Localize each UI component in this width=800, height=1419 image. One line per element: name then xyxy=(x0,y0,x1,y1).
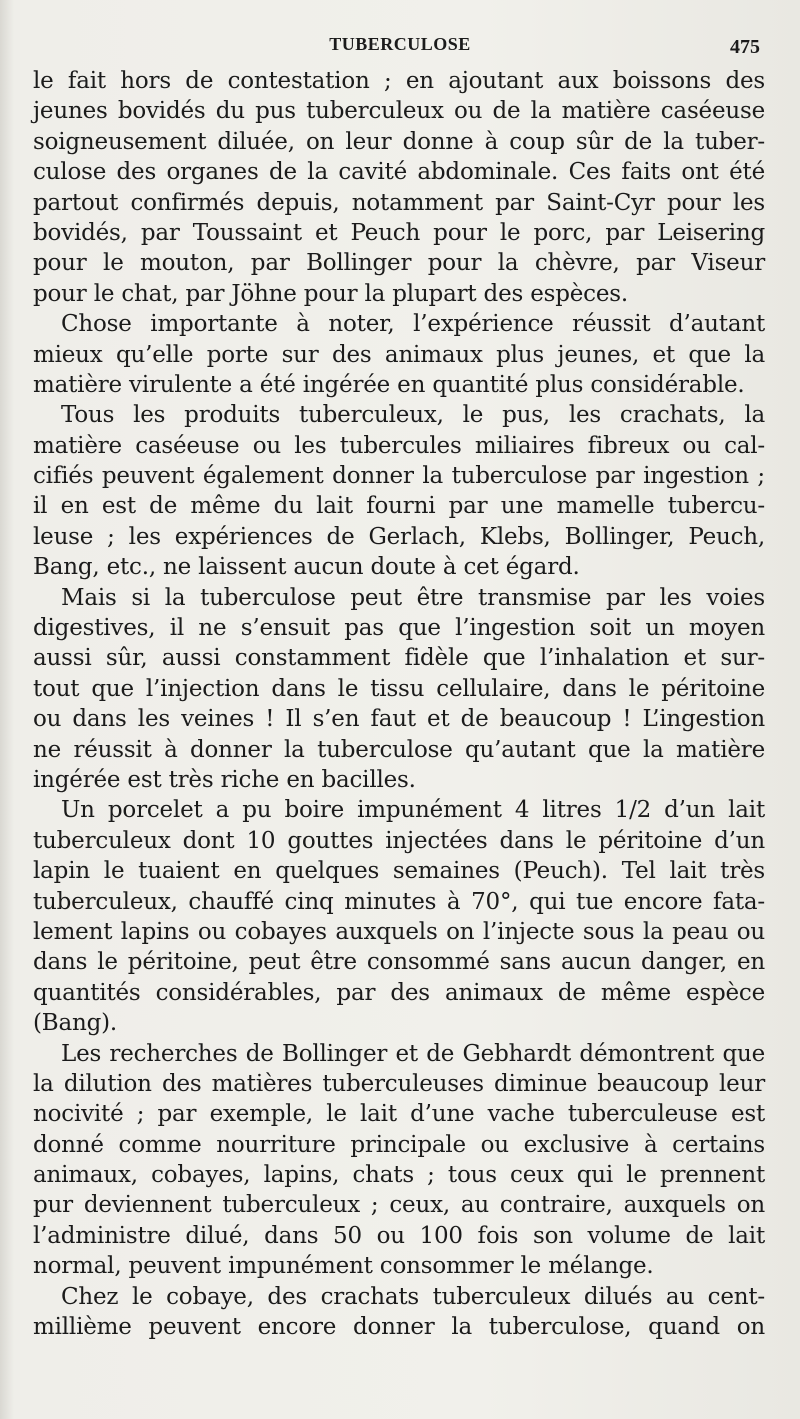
text-line: quantités considérables, par des animaux de même espèce xyxy=(33,979,765,1006)
text-line: partout confirmés depuis, notamment par Saint-Cyr pour les xyxy=(33,189,765,216)
text-line: jeunes bovidés du pus tuberculeux ou de la matière caséeuse xyxy=(33,98,765,125)
page-header xyxy=(0,34,800,64)
text-line: millième peuvent encore donner la tuberculose, quand on xyxy=(33,1314,765,1341)
text-line: normal, peuvent impunément consommer le mélange. xyxy=(33,1253,654,1280)
text-line: ingérée est très riche en bacilles. xyxy=(33,766,416,793)
text-line: Bang, etc., ne laissent aucun doute à cet égard. xyxy=(33,554,580,581)
text-line: donné comme nourriture principale ou exclusive à certains xyxy=(33,1131,765,1158)
text-line: aussi sûr, aussi constamment fidèle que l’inhalation et sur- xyxy=(33,645,765,672)
text-line: il en est de même du lait fourni par une mamelle tubercu- xyxy=(33,493,765,520)
text-line: lapin le tuaient en quelques semaines (Peuch). Tel lait très xyxy=(33,858,765,885)
text-line: dans le péritoine, peut être consommé sans aucun danger, en xyxy=(33,949,765,976)
text-line: digestives, il ne s’ensuit pas que l’ingestion soit un moyen xyxy=(33,615,765,642)
text-line: Mais si la tuberculose peut être transmise par les voies xyxy=(61,584,765,611)
paragraph xyxy=(33,583,765,796)
text-line: tout que l’injection dans le tissu cellulaire, dans le péritoine xyxy=(33,675,765,702)
paragraph xyxy=(33,400,765,582)
text-line: lement lapins ou cobayes auxquels on l’injecte sous la peau ou xyxy=(33,918,765,945)
text-line: pour le chat, par Jöhne pour la plupart des espèces. xyxy=(33,280,628,307)
body-text xyxy=(33,66,765,1342)
text-line: pur deviennent tuberculeux ; ceux, au contraire, auxquels on xyxy=(33,1192,765,1219)
text-line: culose des organes de la cavité abdominale. Ces faits ont été xyxy=(33,159,765,186)
text-line: Chose importante à noter, l’expérience réussit d’autant xyxy=(61,311,765,338)
text-line: cifiés peuvent également donner la tuberculose par ingestion ; xyxy=(33,463,765,490)
text-line: l’administre dilué, dans 50 ou 100 fois son volume de lait xyxy=(33,1222,765,1249)
text-line: Tous les produits tuberculeux, le pus, les crachats, la xyxy=(61,402,765,429)
text-line: pour le mouton, par Bollinger pour la chèvre, par Viseur xyxy=(33,250,765,277)
text-line: bovidés, par Toussaint et Peuch pour le porc, par Leisering xyxy=(33,219,765,246)
paragraph xyxy=(33,795,765,1038)
text-line: tuberculeux, chauffé cinq minutes à 70°, qui tue encore fata- xyxy=(33,888,765,915)
text-line: matière virulente a été ingérée en quantité plus considérable. xyxy=(33,371,745,398)
text-line: Les recherches de Bollinger et de Gebhardt démontrent que xyxy=(61,1040,765,1067)
text-line: animaux, cobayes, lapins, chats ; tous ceux qui le prennent xyxy=(33,1162,765,1189)
text-line: la dilution des matières tuberculeuses diminue beaucoup leur xyxy=(33,1070,765,1097)
text-line: ou dans les veines ! Il s’en faut et de beaucoup ! L’ingestion xyxy=(33,706,765,733)
text-line: (Bang). xyxy=(33,1010,118,1037)
text-line: mieux qu’elle porte sur des animaux plus jeunes, et que la xyxy=(33,341,765,368)
text-line: tuberculeux dont 10 gouttes injectées dans le péritoine d’un xyxy=(33,827,765,854)
paragraph xyxy=(33,66,765,309)
text-line: ne réussit à donner la tuberculose qu’autant que la matière xyxy=(33,736,765,763)
text-line: nocivité ; par exemple, le lait d’une vache tuberculeuse est xyxy=(33,1101,765,1128)
paragraph xyxy=(33,1282,765,1343)
text-line: le fait hors de contestation ; en ajoutant aux boissons des xyxy=(33,68,765,94)
paragraph xyxy=(33,1039,765,1282)
page-number: 475 xyxy=(730,36,760,58)
running-title: TUBERCULOSE xyxy=(329,34,471,54)
text-line: Un porcelet a pu boire impunément 4 litres 1/2 d’un lait xyxy=(61,797,765,824)
paragraph xyxy=(33,309,765,400)
text-line: matière caséeuse ou les tubercules miliaires fibreux ou cal- xyxy=(33,432,765,459)
text-line: Chez le cobaye, des crachats tuberculeux dilués au cent- xyxy=(61,1283,765,1310)
text-line: leuse ; les expériences de Gerlach, Klebs, Bollinger, Peuch, xyxy=(33,523,765,550)
text-line: soigneusement diluée, on leur donne à coup sûr de la tuber- xyxy=(33,128,765,155)
